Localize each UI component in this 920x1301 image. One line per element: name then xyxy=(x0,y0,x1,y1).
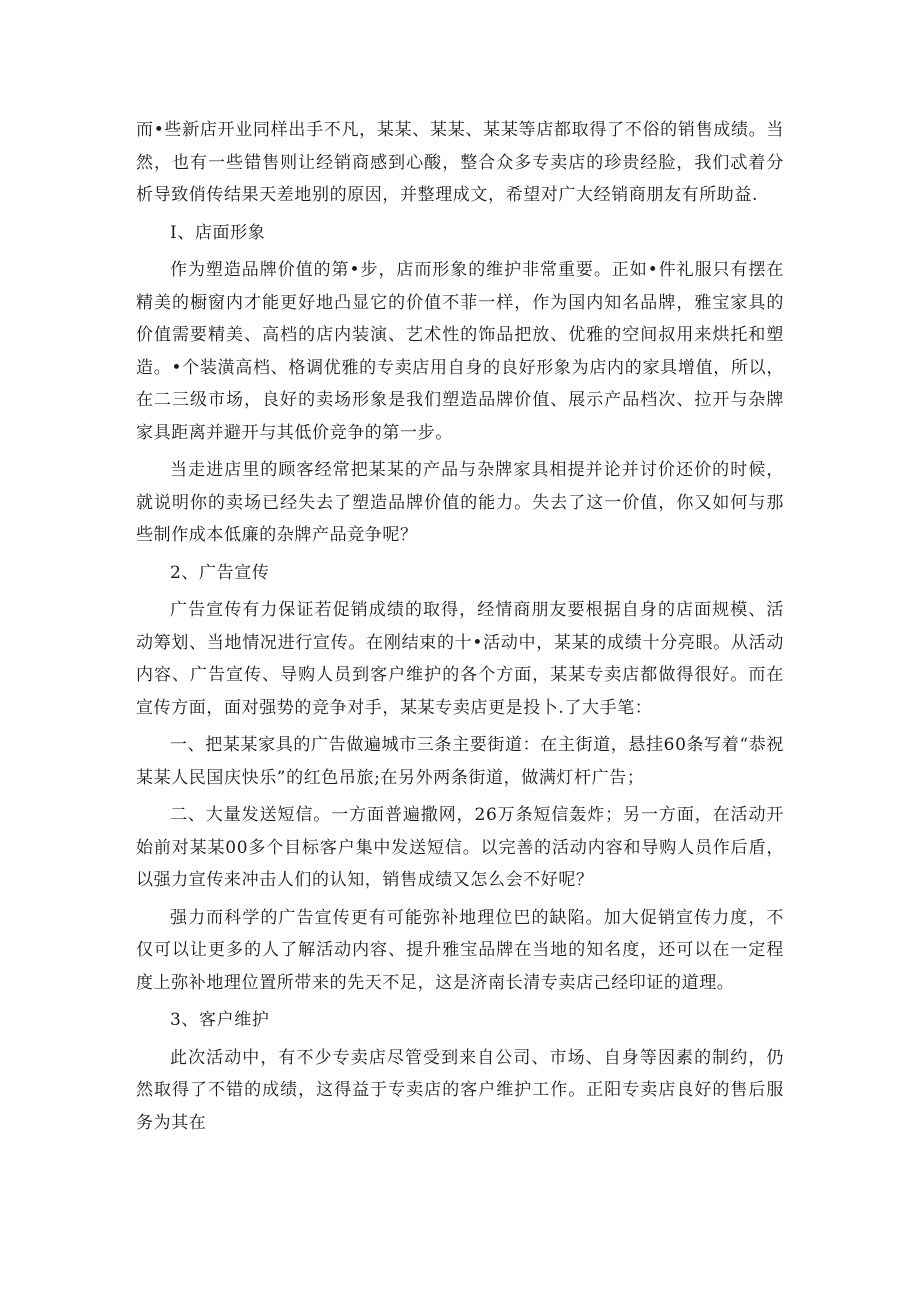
paragraph-advertising-3: 强力而科学的广告宣传更有可能弥补地理位巴的缺陷。加大促销宣传力度，不仅可以让更多的人了解活动内容、提升雅宝品牌在当地的知名度，还可以在一定程度上弥补地理位置所带来的先天不足，这是济南长清专卖店己经印证的道理。 xyxy=(136,907,784,993)
paragraph-store-image-1: 作为塑造品牌价值的第•步，店而形象的维护非常重要。正如•件礼服只有摆在精美的橱窗内才能更好地凸显它的价值不菲一样，作为国内知名品牌，雅宝家具的价值需要精美、高档的店内装演、艺术性的饰品把放、优雅的空间叔用来烘托和塑造。•个装潢高档、格调优雅的专卖店用自身的良好形象为店内的家具增值，所以，在二三级市场，良好的卖场形象是我们塑造品牌价值、展示产品档次、拉开与杂牌家具距离并避开与其低价竞争的第一步。 xyxy=(136,260,784,443)
section-heading-store-image: I、店面形象 xyxy=(170,222,266,243)
paragraph-advertising-point-2: 二、大量发送短信。一方面普遍撒网，26万条短信轰炸；另一方面，在活动开始前对某某00多个目标客户集中发送短信。以完善的活动内容和导购人员作后盾，以强力宣传来冲击人们的认知，销售成绩又怎么会不好呢？ xyxy=(136,805,784,890)
paragraph-advertising-point-1: 一、把某某家具的广告做遍城市三条主要街道：在主街道，悬挂60条写着“恭祝某某人民国庆快乐”的红色吊旅;在另外两条街道，做满灯杆广告； xyxy=(136,735,784,788)
paragraph-advertising-1: 广告宣传有力保证若促销成绩的取得，经情商朋友要根据自身的店面规模、活动筹划、当地情况进行宣传。在刚结束的十•活动中，某某的成绩十分亮眼。从活动内容、广告宣传、导购人员到客户维护的各个方面，某某专卖店都做得很好。而在宣传方面，面对强势的竞争对手，某某专卖店更是投卜.了大手笔： xyxy=(136,600,784,718)
paragraph-intro-continuation: 而•些新店开业同样出手不凡，某某、某某、某某等店都取得了不俗的销售成绩。当然，也有一些错售则让经销商感到心酸，整合众多专卖店的珍贵经脸，我们忒着分析导致俏传结果天差地别的原因，并整理成文，希望对广大经销商朋友有所助益. xyxy=(136,120,784,205)
paragraph-store-image-2: 当走进店里的顾客经常把某某的产品与杂牌家具相提并论并讨价还价的时候，就说明你的卖场已经失去了塑造品牌价值的能力。失去了这一价值，你又如何与那些制作成本低廉的杂牌产品竞争呢？ xyxy=(136,460,784,545)
section-heading-customer-care: 3、客户维护 xyxy=(170,1010,270,1030)
paragraph-customer-care-1: 此次活动中，有不少专卖店尽管受到来自公司、市场、自身等因素的制约，仍然取得了不错的成绩，这得益于专卖店的客户维护工作。正阳专卖店良好的售后服务为其在 xyxy=(136,1047,784,1133)
section-heading-advertising: 2、广告宣传 xyxy=(170,562,270,583)
document-body xyxy=(136,114,784,1144)
